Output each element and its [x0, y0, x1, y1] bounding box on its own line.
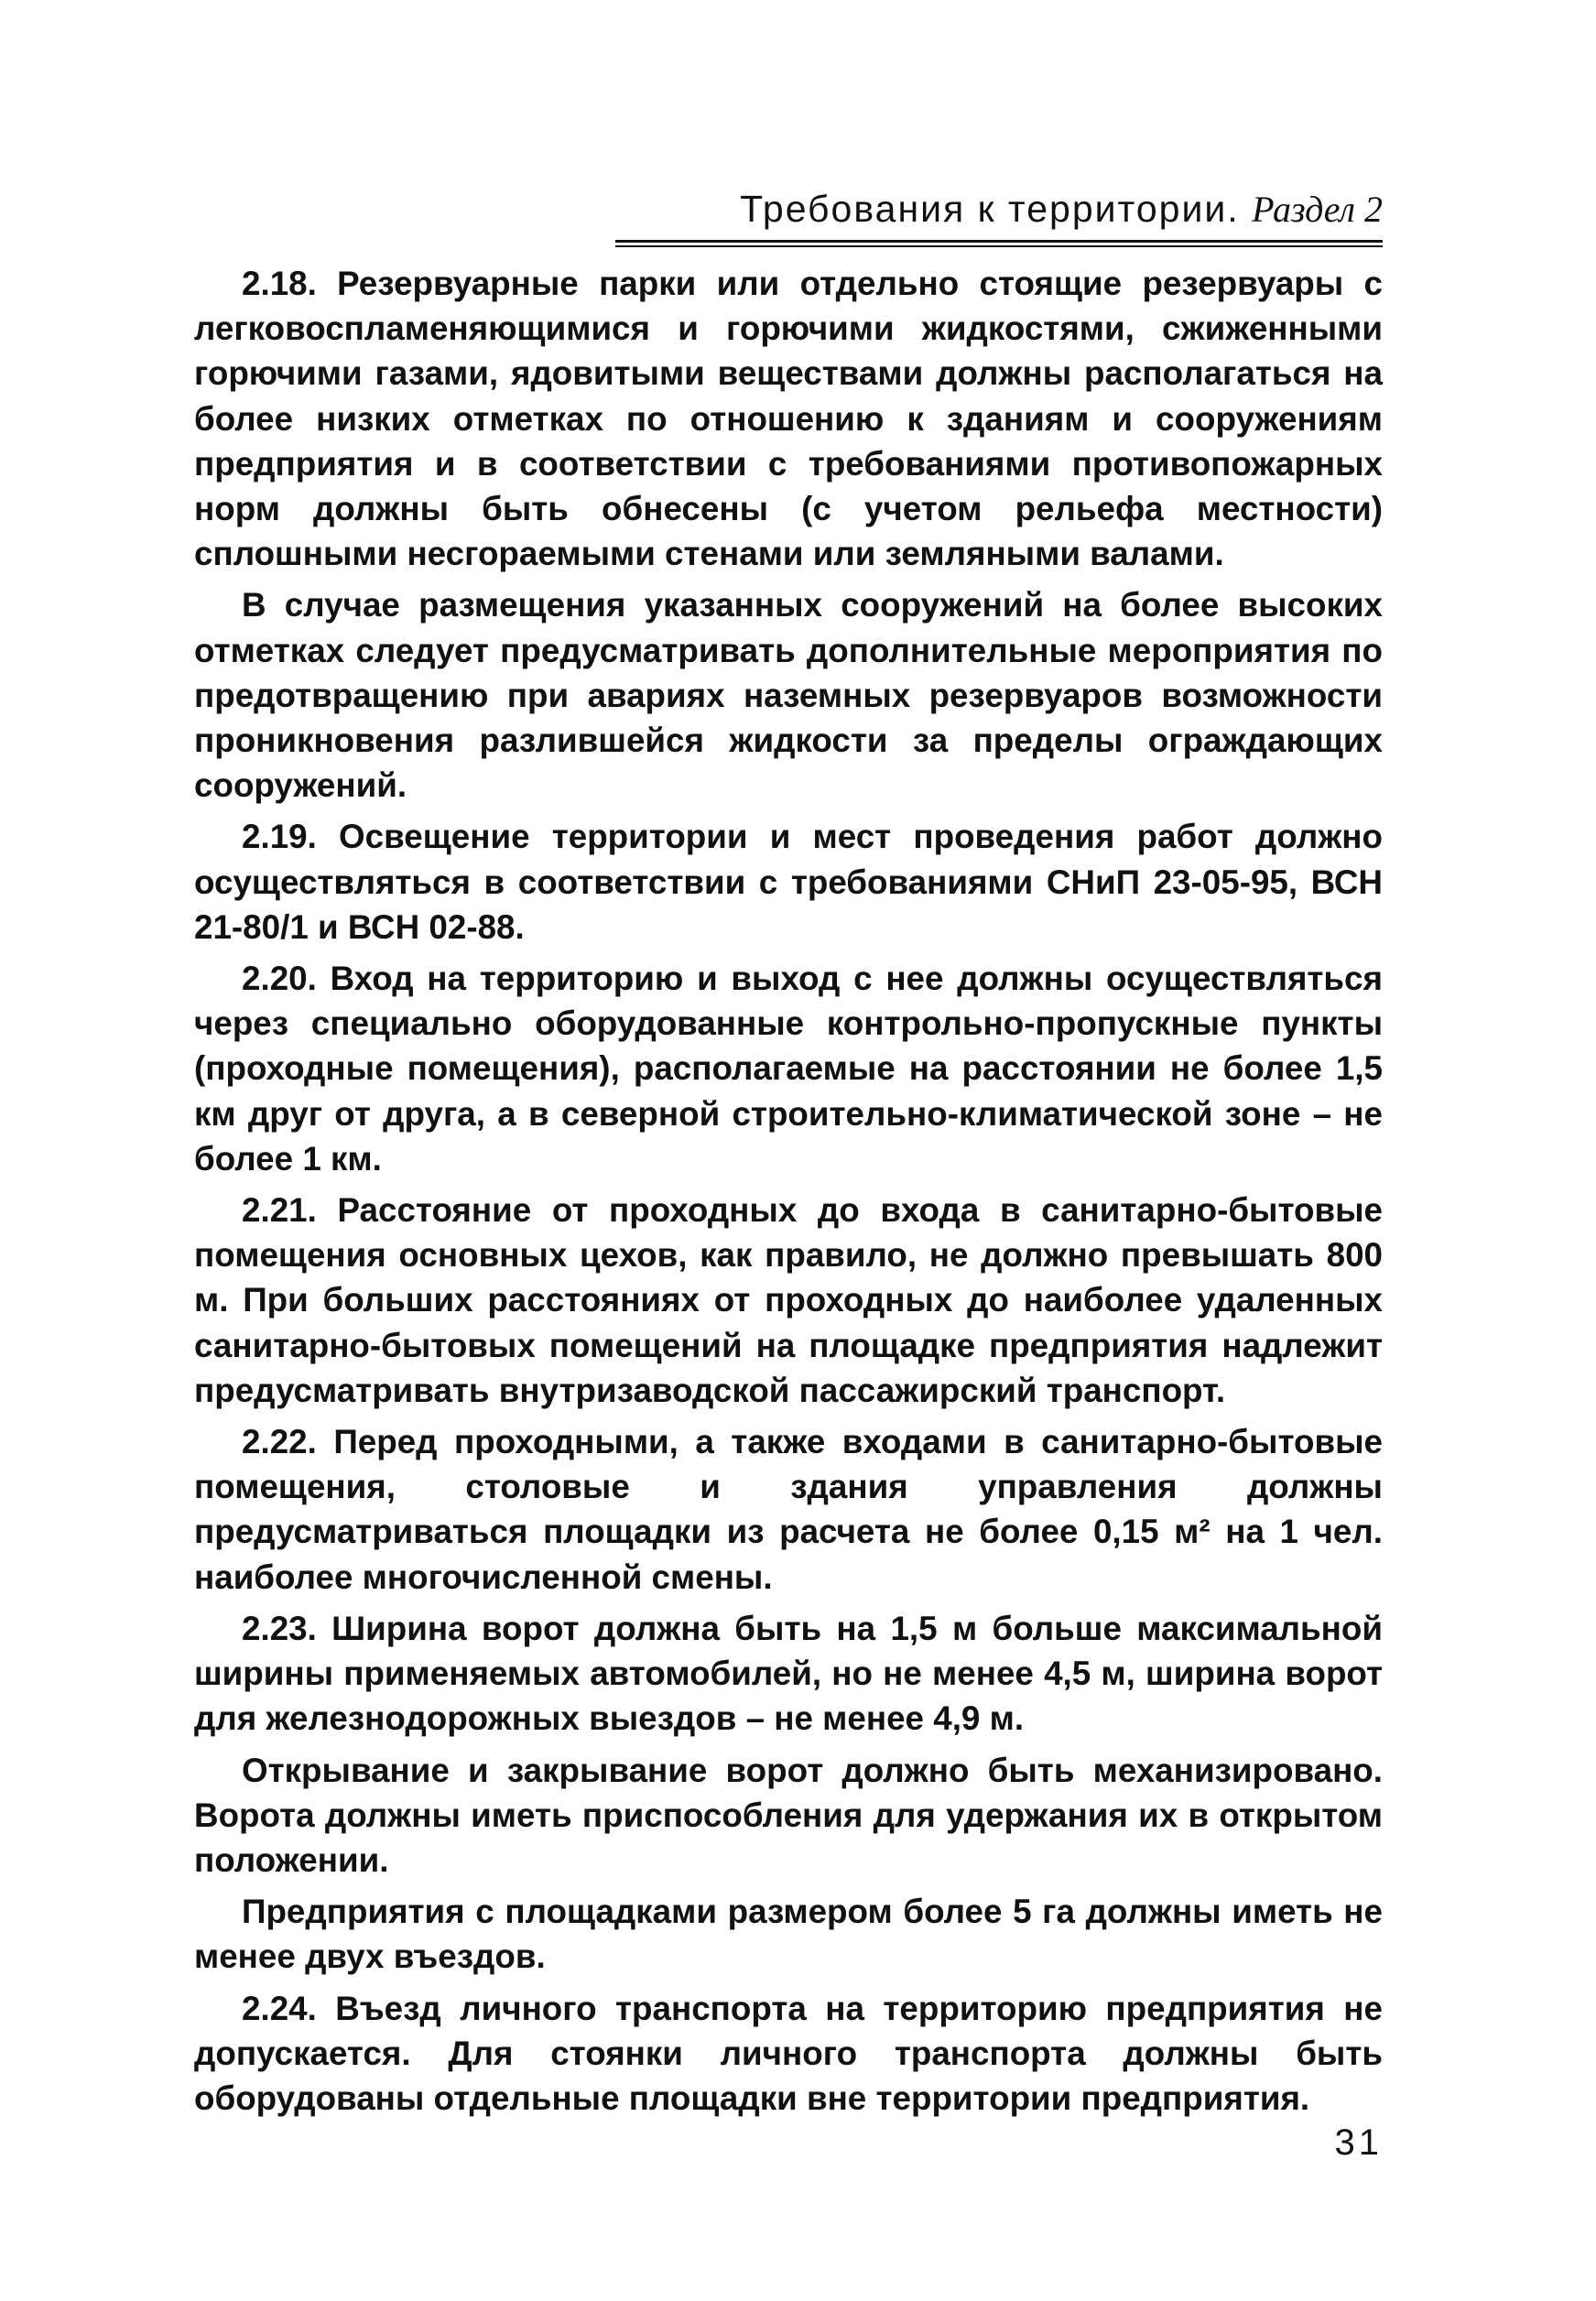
paragraph-2-18-cont: В случае размещения указанных сооружений на более высоких отметках следует предусматривать дополнительные мероприятия по предотвращению при авариях наземных резервуаров возможности проникновения разлившейся жидкости за пределы ограждающих сооружений. — [194, 586, 1383, 805]
paragraph-2-20: 2.20. Вход на территорию и выход с нее должны осуществляться через специально оборудованные контрольно-пропускные пункты (проходные помещения), располагаемые на расстоянии не более 1,5 км друг от друга, а в северной строительно-климатической зоне – не более 1 км. — [194, 960, 1383, 1178]
paragraph-2-23-entries: Предприятия с площадками размером более 5 га должны иметь не менее двух въездов. — [194, 1893, 1383, 1976]
paragraph-2-23: 2.23. Ширина ворот должна быть на 1,5 м больше максимальной ширины применяемых автомобилей, но не менее 4,5 м, ширина ворот для железнодорожных выездов – не менее 4,9 м. — [194, 1609, 1383, 1738]
header-title: Требования к территории. — [740, 188, 1240, 230]
paragraph-2-18: 2.18. Резервуарные парки или отдельно стоящие резервуары с легковоспламеняющимися и горючими жидкостями, сжиженными горючими газами, ядовитыми веществами должны располагаться на более низких отметках по отношению к зданиям и сооружениям предприятия и в соответствии с требованиями противопожарных норм должны быть обнесены (с учетом рельефа местности) сплошными несгораемыми стенами или земляными валами. — [194, 265, 1383, 573]
header-rule-bottom — [615, 245, 1383, 247]
paragraph-2-23-gates: Открывание и закрывание ворот должно быть механизировано. Ворота должны иметь приспособления для удержания их в открытом положении. — [194, 1751, 1383, 1879]
header-rule-top — [615, 240, 1383, 243]
paragraph-2-24: 2.24. Въезд личного транспорта на территорию предприятия не допускается. Для стоянки личного транспорта должны быть оборудованы отдельные площадки вне территории предприятия. — [194, 1989, 1383, 2117]
header-section: Раздел 2 — [1252, 189, 1383, 230]
page-number: 31 — [1334, 2122, 1383, 2163]
paragraph-2-19: 2.19. Освещение территории и мест проведения работ должно осуществляться в соответствии с требованиями СНиП 23-05-95, ВСН 21-80/1 и ВСН 02-88. — [194, 818, 1383, 946]
running-header — [641, 188, 1383, 243]
body-text — [194, 261, 1383, 2127]
paragraph-2-22: 2.22. Перед проходными, а также входами в санитарно-бытовые помещения, столовые и здания управления должны предусматриваться площадки из расчета не более 0,15 м² на 1 чел. наиболее многочисленной смены. — [194, 1423, 1383, 1596]
paragraph-2-21: 2.21. Расстояние от проходных до входа в санитарно-бытовые помещения основных цехов, как правило, не должно превышать 800 м. При больших расстояниях от проходных до наиболее удаленных санитарно-бытовых помещений на площадке предприятия надлежит предусматривать внутризаводской пассажирский транспорт. — [194, 1191, 1383, 1409]
